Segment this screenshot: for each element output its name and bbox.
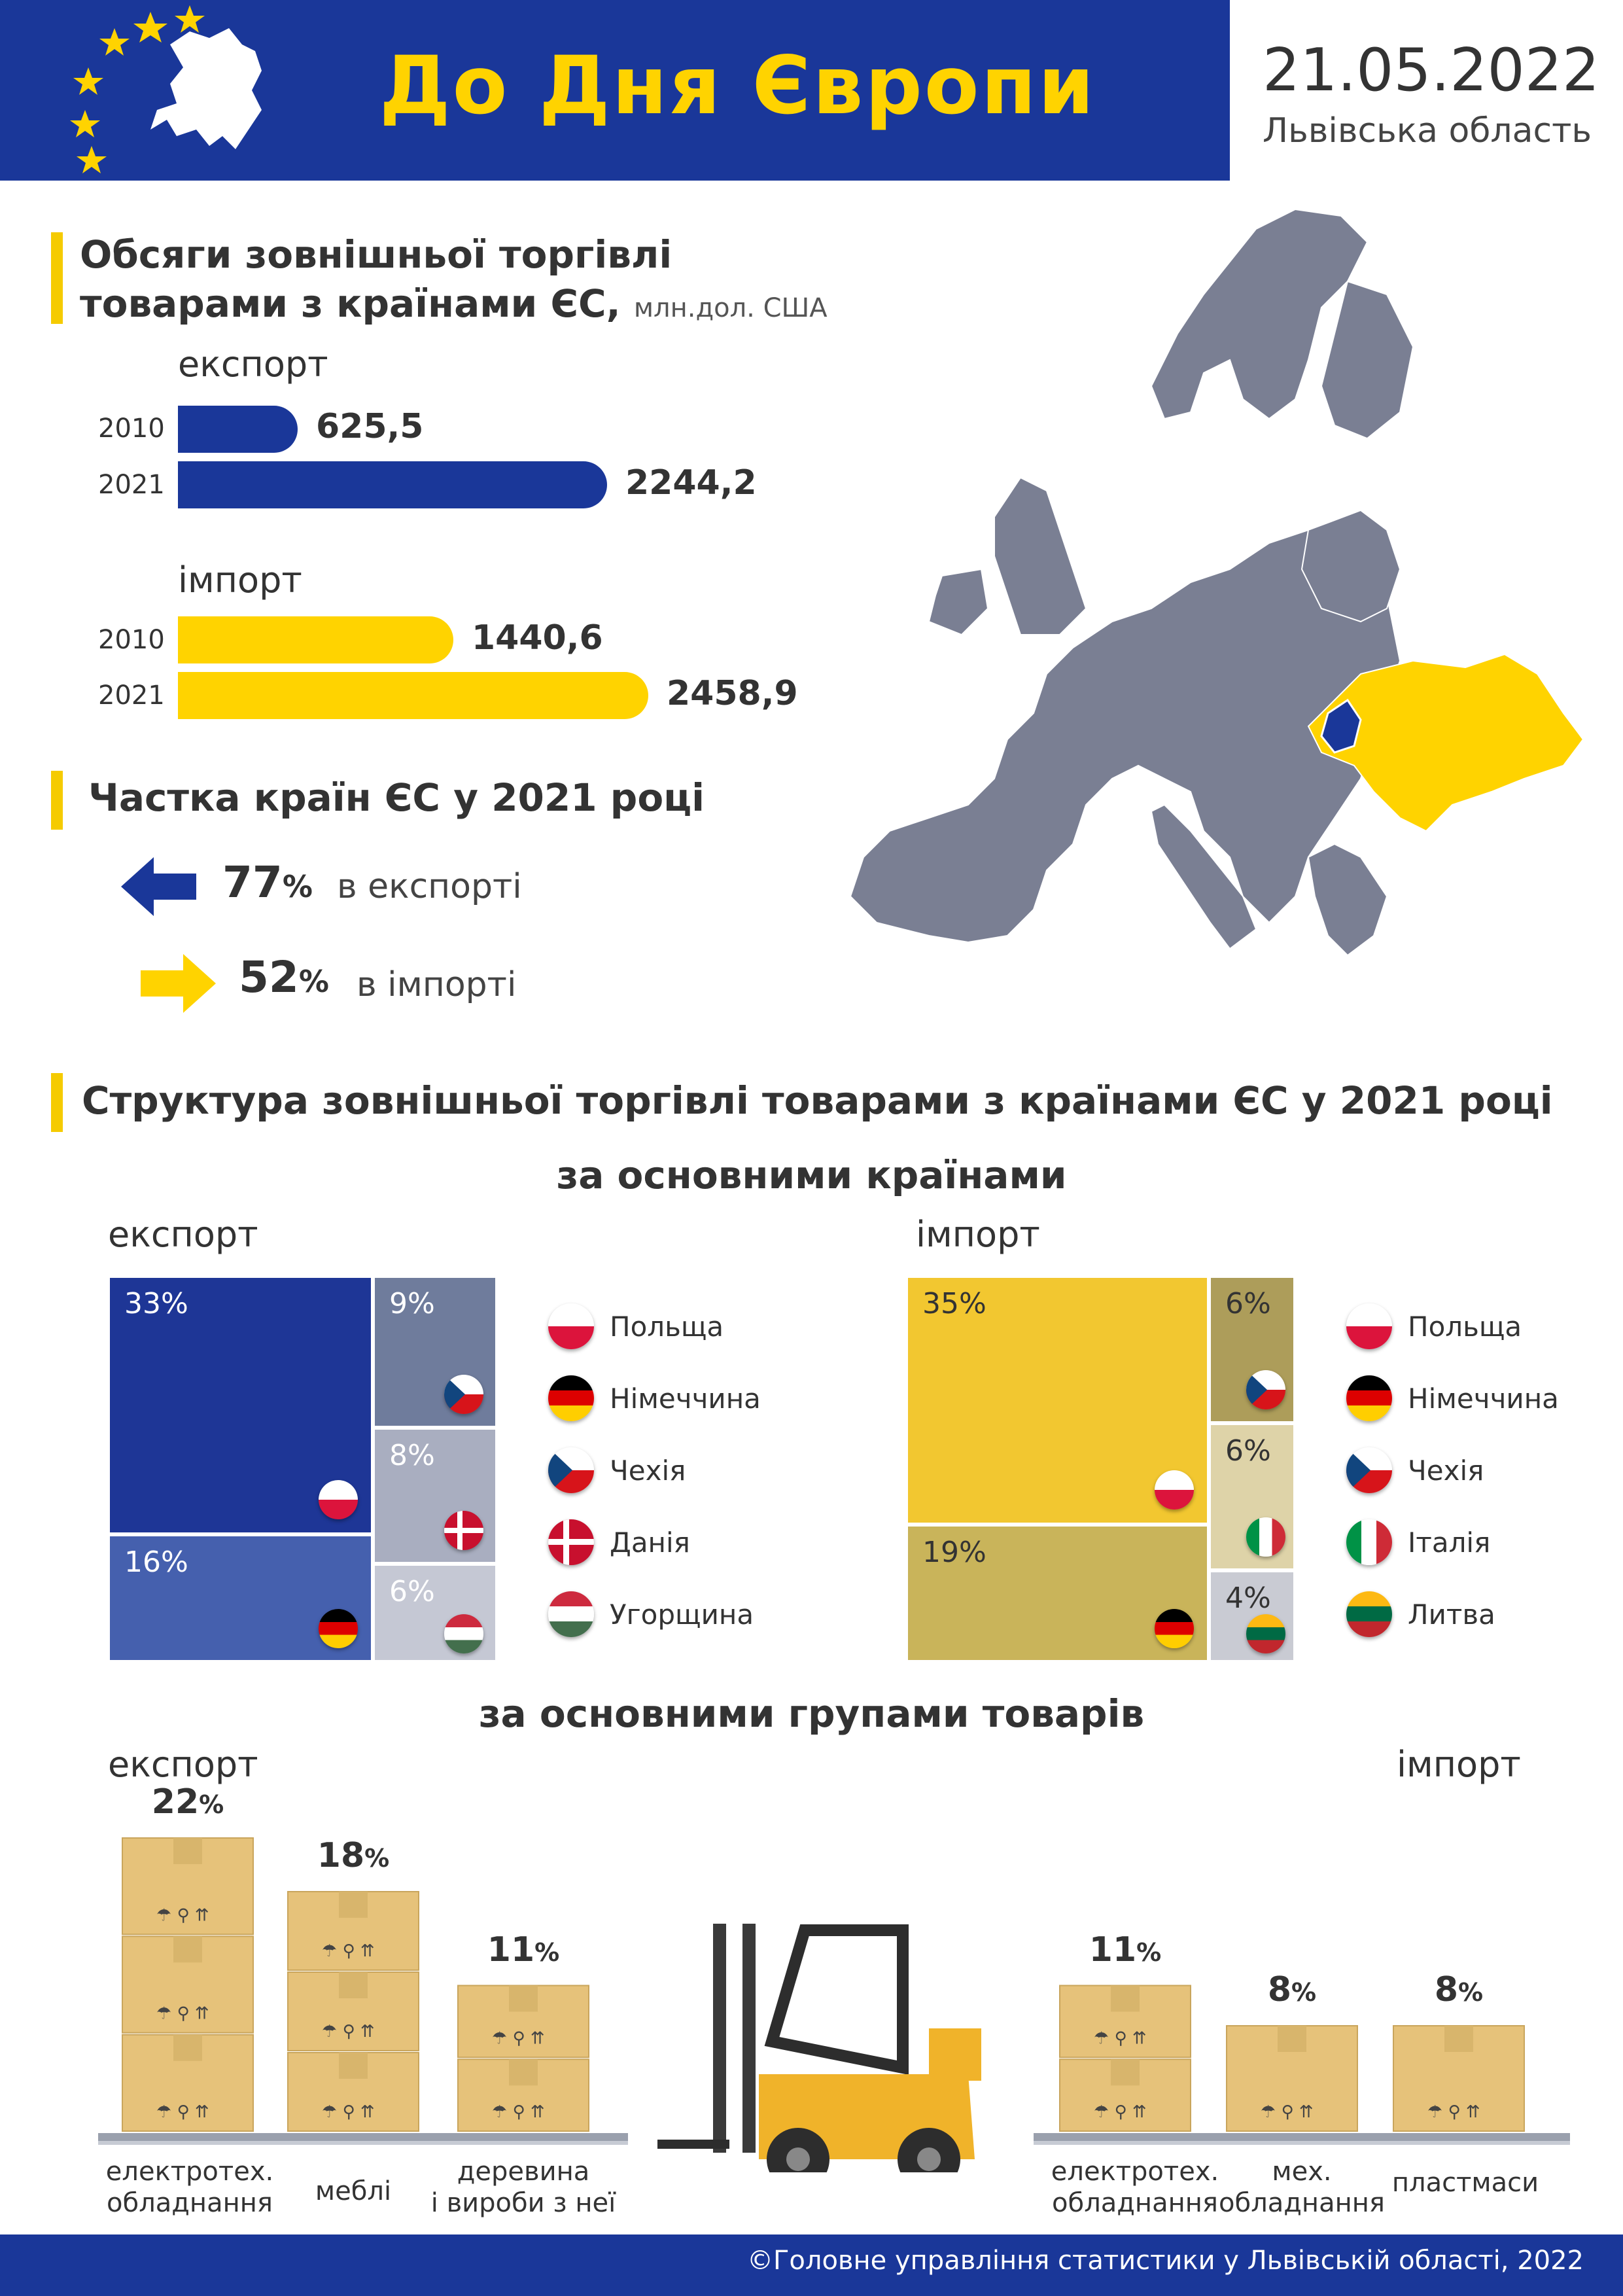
- box-tape: [1278, 2026, 1306, 2052]
- forklift-icon: [786, 2147, 810, 2171]
- box-symbols-icon: ☂ ⚲ ⇈: [1094, 2102, 1147, 2122]
- hungary-flag-icon: [444, 1614, 483, 1653]
- forklift-icon: [772, 1930, 903, 2068]
- pallet-icon: [1034, 2141, 1570, 2145]
- import-bar-2021: [178, 672, 648, 719]
- treemap-cell-italy: [1209, 1423, 1295, 1570]
- goods-chart: [0, 1767, 1623, 2172]
- box-tape: [1111, 2059, 1140, 2085]
- treemap-cell-poland: [906, 1276, 1209, 1525]
- export-bar-2010: [178, 406, 298, 453]
- box-symbols-icon: ☂ ⚲ ⇈: [322, 2022, 375, 2041]
- legend-item: Литва: [1408, 1598, 1495, 1631]
- import-label: імпорт: [178, 559, 302, 601]
- page-title: До Дня Європи: [379, 39, 1096, 132]
- treemap-cell-hungary: [373, 1564, 497, 1662]
- goods-category-label: електротех. обладнання: [105, 2157, 274, 2218]
- goods-export-pct: 22%: [151, 1782, 224, 1822]
- treemap-cell-poland: [108, 1276, 373, 1534]
- treemap-cell-czechia: [1209, 1276, 1295, 1423]
- denmark-flag-icon: [444, 1511, 483, 1550]
- export-label: експорт: [178, 344, 328, 385]
- treemap-cell-label: 4%: [1225, 1581, 1271, 1615]
- year-label: 2010: [98, 625, 165, 655]
- share-title: Частка країн ЄС у 2021 році: [88, 775, 705, 820]
- box-symbols-icon: ☂ ⚲ ⇈: [1427, 2102, 1480, 2122]
- import-bar-2010: [178, 616, 453, 663]
- treemap-cell-czechia: [373, 1276, 497, 1428]
- legend-item: Данія: [610, 1527, 690, 1559]
- germany-flag-icon: [1155, 1609, 1194, 1648]
- eu-map-stars-logo: [59, 5, 294, 175]
- hungary-flag-icon: [548, 1591, 594, 1637]
- legend-item: Чехія: [610, 1455, 686, 1487]
- export-value-2010: 625,5: [316, 407, 424, 446]
- czechia-flag-icon: [1346, 1447, 1392, 1493]
- denmark-flag-icon: [548, 1519, 594, 1565]
- forklift-icon: [657, 2140, 729, 2149]
- box-tape: [173, 1838, 202, 1864]
- section-marker: [51, 232, 63, 324]
- czechia-flag-icon: [548, 1447, 594, 1493]
- box-tape: [339, 1892, 368, 1918]
- year-label: 2010: [98, 414, 165, 444]
- import-value-2010: 1440,6: [472, 618, 603, 658]
- section-marker: [51, 1073, 63, 1132]
- treemap-cell-label: 9%: [389, 1287, 435, 1320]
- import-treemap: [906, 1276, 1295, 1662]
- import-treemap-label: імпорт: [916, 1214, 1040, 1255]
- unit-label: млн.дол. США: [633, 293, 828, 323]
- treemap-cell-label: 8%: [389, 1439, 435, 1472]
- treemap-cell-label: 35%: [922, 1287, 986, 1320]
- treemap-cell-label: 16%: [124, 1545, 188, 1579]
- italy-flag-icon: [1246, 1517, 1285, 1557]
- poland-flag-icon: [319, 1480, 358, 1519]
- goods-import-label: імпорт: [1397, 1744, 1521, 1785]
- poland-flag-icon: [1155, 1470, 1194, 1510]
- pallet-icon: [98, 2133, 628, 2141]
- year-label: 2021: [98, 470, 165, 500]
- poland-flag-icon: [548, 1303, 594, 1349]
- export-treemap: [108, 1276, 497, 1662]
- goods-export-label: експорт: [108, 1744, 258, 1785]
- forklift-icon: [742, 1924, 756, 2153]
- legend-item: Польща: [1408, 1311, 1522, 1343]
- trade-volume-title-1: Обсяги зовнішньої торгівлі: [80, 232, 672, 277]
- export-bar-2021: [178, 461, 607, 508]
- import-value-2021: 2458,9: [667, 674, 798, 713]
- by-goods-title: за основними групами товарів: [478, 1691, 1145, 1736]
- germany-flag-icon: [319, 1609, 358, 1648]
- goods-category-label: мех. обладнання: [1219, 2157, 1385, 2218]
- box-symbols-icon: ☂ ⚲ ⇈: [492, 2028, 545, 2049]
- legend-item: Німеччина: [610, 1383, 761, 1415]
- footer-copyright: ©Головне управління статистики у Львівській області, 2022: [747, 2246, 1584, 2276]
- czechia-flag-icon: [444, 1375, 483, 1414]
- treemap-cell-label: 6%: [1225, 1434, 1271, 1468]
- box-symbols-icon: ☂ ⚲ ⇈: [322, 1941, 375, 1961]
- section-marker: [51, 771, 63, 830]
- pallet-icon: [1034, 2133, 1570, 2141]
- goods-category-label: меблі: [315, 2176, 392, 2206]
- treemap-cell-label: 33%: [124, 1287, 188, 1320]
- forklift-icon: [713, 1924, 726, 2153]
- import-share-text: в імпорті: [357, 965, 517, 1004]
- box-symbols-icon: ☂ ⚲ ⇈: [156, 1905, 209, 1926]
- box-symbols-icon: ☂ ⚲ ⇈: [1261, 2102, 1314, 2122]
- lithuania-flag-icon: [1346, 1591, 1392, 1637]
- export-share-value: 77%: [222, 857, 313, 908]
- legend-item: Німеччина: [1408, 1383, 1559, 1415]
- treemap-cell-germany: [108, 1534, 373, 1662]
- box-symbols-icon: ☂ ⚲ ⇈: [156, 2102, 209, 2122]
- goods-export-pct: 11%: [487, 1930, 560, 1969]
- legend-item: Угорщина: [610, 1598, 754, 1631]
- box-tape: [339, 2053, 368, 2079]
- legend-item: Чехія: [1408, 1455, 1484, 1487]
- year-label: 2021: [98, 680, 165, 711]
- box-tape: [1111, 1986, 1140, 2012]
- germany-flag-icon: [548, 1375, 594, 1421]
- export-value-2021: 2244,2: [625, 463, 757, 503]
- date: 21.05.2022: [1263, 36, 1600, 105]
- box-symbols-icon: ☂ ⚲ ⇈: [322, 2102, 375, 2122]
- goods-import-pct: 11%: [1089, 1930, 1162, 1969]
- box-symbols-icon: ☂ ⚲ ⇈: [492, 2102, 545, 2122]
- italy-flag-icon: [1346, 1519, 1392, 1565]
- box-tape: [509, 1986, 538, 2012]
- box-tape: [173, 2035, 202, 2061]
- export-share-text: в експорті: [337, 867, 522, 906]
- forklift-icon: [917, 2147, 941, 2171]
- goods-category-label: деревина і вироби з неї: [430, 2157, 616, 2218]
- treemap-cell-germany: [906, 1525, 1209, 1662]
- europe-map: [798, 203, 1583, 1067]
- pallet-icon: [98, 2141, 628, 2145]
- region-label: Львівська область: [1263, 111, 1592, 150]
- export-arrow-icon: [121, 857, 196, 916]
- goods-import-pct: 8%: [1267, 1970, 1317, 2009]
- import-share-value: 52%: [239, 952, 329, 1002]
- treemap-cell-label: 6%: [1225, 1287, 1271, 1320]
- legend-item: Польща: [610, 1311, 724, 1343]
- treemap-cell-lithuania: [1209, 1570, 1295, 1662]
- treemap-cell-denmark: [373, 1428, 497, 1564]
- treemap-cell-label: 19%: [922, 1536, 986, 1569]
- import-arrow-icon: [141, 954, 216, 1013]
- box-symbols-icon: ☂ ⚲ ⇈: [1094, 2028, 1147, 2049]
- goods-import-pct: 8%: [1434, 1970, 1484, 2009]
- germany-flag-icon: [1346, 1375, 1392, 1421]
- trade-volume-title-2: товарами з країнами ЄС, млн.дол. США: [80, 281, 828, 326]
- lithuania-flag-icon: [1246, 1614, 1285, 1653]
- poland-flag-icon: [1346, 1303, 1392, 1349]
- goods-category-label: електротех. обладнання: [1051, 2157, 1219, 2218]
- export-treemap-label: експорт: [108, 1214, 258, 1255]
- box-tape: [339, 1972, 368, 1998]
- by-country-title: за основними країнами: [556, 1153, 1067, 1197]
- structure-title: Структура зовнішньої торгівлі товарами з країнами ЄС у 2021 році: [82, 1078, 1553, 1123]
- czechia-flag-icon: [1246, 1370, 1285, 1409]
- box-tape: [509, 2059, 538, 2085]
- goods-export-pct: 18%: [317, 1836, 390, 1875]
- treemap-cell-label: 6%: [389, 1575, 435, 1608]
- box-symbols-icon: ☂ ⚲ ⇈: [156, 2004, 209, 2024]
- forklift-icon: [929, 2028, 981, 2081]
- box-tape: [173, 1936, 202, 1962]
- box-tape: [1444, 2026, 1473, 2052]
- goods-category-label: пластмаси: [1391, 2168, 1539, 2198]
- legend-item: Італія: [1408, 1527, 1491, 1559]
